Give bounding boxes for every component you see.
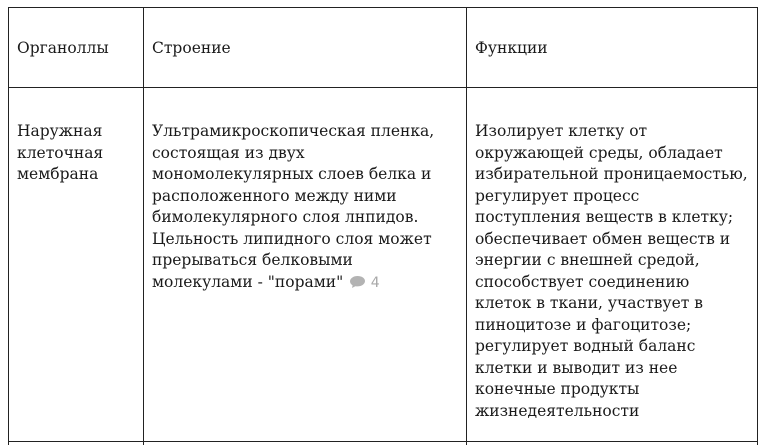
table-row-partial xyxy=(9,442,758,445)
comment-count: 4 xyxy=(370,274,380,291)
speech-bubble-icon xyxy=(349,275,366,289)
cell-empty xyxy=(144,442,467,445)
header-functions: Функции xyxy=(467,8,758,88)
header-organelles: Органоллы xyxy=(9,8,144,88)
structure-text: Ультрамикроскопическая пленка, состоящая из двух мономолекулярных слоев белка и расположенного между ними бимолекулярного слоя лнпидов. Цельность липидного слоя может прерываться белковыми молекулами - "порами" xyxy=(152,122,435,291)
table-header-row xyxy=(9,8,758,88)
organelle-name: Наружная клеточная мембрана xyxy=(17,122,104,183)
cell-empty xyxy=(467,442,758,445)
cell-structure xyxy=(144,88,467,442)
functions-text: Изолирует клетку от окружающей среды, обладает избирательной проницаемостью, регулирует процесс поступления веществ в клетку; обеспечивает обмен веществ и энергии с внешней средой, способствует соединению клеток в ткани, участвует в пиноцитозе и фагоцитозе; регулирует водный баланс клетки и выводит из нее конечные продукты жизнедеятельности xyxy=(475,122,748,420)
header-structure: Строение xyxy=(144,8,467,88)
cell-organelle xyxy=(9,88,144,442)
table-row xyxy=(9,88,758,442)
cell-empty xyxy=(9,442,144,445)
organelles-table xyxy=(8,7,758,445)
cell-functions xyxy=(467,88,758,442)
comment-indicator[interactable] xyxy=(349,273,379,295)
